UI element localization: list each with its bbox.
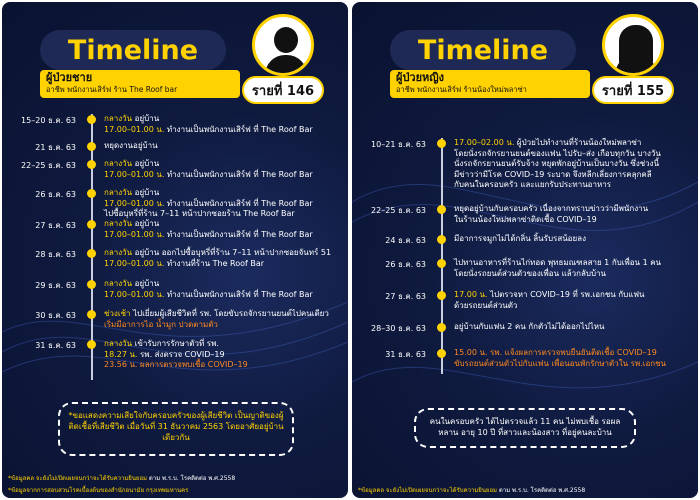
event-line: กลางวัน อยู่บ้าน bbox=[104, 159, 160, 168]
event-line: ในร้านน้องใหม่พลาซ่าติดเชื้อ COVID–19 bbox=[454, 214, 597, 224]
event-description bbox=[104, 188, 340, 220]
event-line: กลางวัน อยู่บ้าน bbox=[104, 219, 160, 228]
privacy-footnote bbox=[358, 486, 585, 495]
event-date: 22–25 ธ.ค. 63 bbox=[371, 206, 426, 215]
event-line: กลางวัน เข้ารับการรักษาตัวที่ รพ. bbox=[104, 339, 219, 348]
event-description bbox=[104, 159, 340, 180]
event-line: 17.00–01.00 น. ทำงานเป็นพนักงานเสิร์ฟ ที่ The Roof Bar bbox=[104, 198, 313, 208]
timeline-dot bbox=[87, 115, 96, 124]
timeline-dot bbox=[87, 160, 96, 169]
event-line: มีข่าวว่ามีโรค COVID–19 ระบาด จึงหลีกเลี่ยงการคลุกคลี bbox=[454, 169, 652, 179]
timeline-dot bbox=[87, 310, 96, 319]
timeline-dot bbox=[87, 189, 96, 198]
patient-info-box bbox=[40, 70, 240, 98]
privacy-footnote-law: ตาม พ.ร.บ. โรคติดต่อ พ.ศ.2558 bbox=[498, 487, 586, 494]
source-footnote: *ข้อมูลจากการสอบสวนโรคเบื้องต้นของสำนักอนามัย กรุงเทพมหานคร bbox=[8, 487, 189, 494]
event-line: ช่วงเช้า ไปเยี่ยมผู้เสียชีวิตที่ รพ. โดยขับรถจักรยานยนต์ไปคนเดียว bbox=[104, 309, 329, 318]
event-line: โดยนั่งรถจักรยานยนต์ของแฟน ไปรับ–ส่ง เกือบทุกวัน บางวัน bbox=[454, 148, 661, 158]
patient-info-box bbox=[390, 70, 590, 98]
privacy-footnote-text: *ข้อมูลคล จะยังไม่เปิดเผยจนกว่าจะได้รับความยินยอม bbox=[8, 475, 147, 482]
timeline-dot bbox=[437, 291, 446, 300]
timeline-dot bbox=[87, 142, 96, 151]
event-date: 29 ธ.ค. 63 bbox=[35, 281, 76, 290]
case-number-badge: รายที่ 146 bbox=[242, 76, 324, 104]
timeline-dot bbox=[87, 249, 96, 258]
event-line: หยุดงานอยู่บ้าน bbox=[104, 141, 158, 150]
event-description bbox=[104, 248, 340, 269]
timeline-dot bbox=[437, 235, 446, 244]
event-line: 17.00–01.00 น. ทำงานเป็นพนักงานเสิร์ฟ ที่ The Roof Bar bbox=[104, 289, 313, 299]
event-line: กับคนในครอบครัว และแยกรับประทานอาหาร bbox=[454, 180, 612, 189]
event-description bbox=[454, 290, 690, 311]
event-line: ไปซื้อบุหรี่ที่ร้าน 7–11 หน้าปากซอยร้าน The Roof Bar bbox=[104, 209, 295, 218]
event-description bbox=[454, 204, 690, 225]
event-date: 21 ธ.ค. 63 bbox=[35, 143, 76, 152]
timeline-dot bbox=[437, 259, 446, 268]
event-description bbox=[104, 219, 340, 240]
event-line: ขับรถยนต์ส่วนตัวไปกับแฟน เพื่อนอนพักรักษาตัวใน รพ.เอกชน bbox=[454, 358, 667, 368]
female-silhouette-icon bbox=[602, 14, 664, 76]
event-description bbox=[454, 234, 690, 245]
timeline-title: Timeline bbox=[417, 34, 549, 66]
event-line: 17.00 น. ไปตรวจหา COVID–19 ที่ รพ.เอกชน กับแฟน bbox=[454, 290, 645, 299]
event-line: นั่งรถจักรยานยนต์รับจ้าง หยุดพักอยู่บ้านเป็นบางวัน ซึ่งช่วงนี้ bbox=[454, 159, 660, 168]
event-date: 26 ธ.ค. 63 bbox=[35, 190, 76, 199]
event-line: 17.00–01.00 น. ทำงานที่ร้าน The Roof Bar bbox=[104, 258, 265, 268]
event-date: 27 ธ.ค. 63 bbox=[35, 221, 76, 230]
event-date: 30 ธ.ค. 63 bbox=[35, 311, 76, 320]
timeline-dot bbox=[437, 139, 446, 148]
event-line: กลางวัน อยู่บ้าน bbox=[104, 114, 160, 123]
timeline-title-pill bbox=[390, 30, 576, 70]
event-date: 26 ธ.ค. 63 bbox=[385, 260, 426, 269]
event-line: 17.00–01.00 น. ทำงานเป็นพนักงานเสิร์ฟ ที่ The Roof Bar bbox=[104, 169, 313, 179]
event-date: 28–30 ธ.ค. 63 bbox=[371, 324, 426, 333]
timeline-dot bbox=[87, 340, 96, 349]
event-line: 17.00–02.00 น. ผู้ป่วยไปทำงานที่ร้านน้องใหม่พลาซ่า bbox=[454, 138, 642, 147]
event-line: หยุดอยู่บ้านกับครอบครัว เนื่องจากทราบข่าวว่ามีพนักงาน bbox=[454, 204, 649, 213]
male-silhouette-icon bbox=[252, 14, 314, 76]
event-description bbox=[104, 309, 340, 330]
timeline-panel-case-155 bbox=[352, 2, 698, 498]
event-line: อยู่บ้านกับแฟน 2 คน กักตัวไม่ได้ออกไปไหน bbox=[454, 322, 605, 331]
event-line: 15.00 น. รพ. แจ้งผลการตรวจพบยืนยันติดเชื้อ COVID–19 bbox=[454, 348, 657, 357]
event-line: มีอาการจมูกไม่ได้กลิ่น ลิ้นรับรสน้อยลง bbox=[454, 234, 586, 243]
event-description bbox=[104, 339, 340, 371]
privacy-footnote-text: *ข้อมูลคล จะยังไม่เปิดเผยจนกว่าจะได้รับความยินยอม bbox=[358, 487, 497, 494]
timeline-panel-case-146 bbox=[2, 2, 348, 498]
event-line: 17.00–01.00 น. ทำงานเป็นพนักงานเสิร์ฟ ที่ The Roof Bar bbox=[104, 229, 313, 239]
event-line: กลางวัน อยู่บ้าน ออกไปซื้อบุหรี่ที่ร้าน 7–11 หน้าปากซอยจันทร์ 51 bbox=[104, 248, 332, 257]
event-date: 28 ธ.ค. 63 bbox=[35, 250, 76, 259]
event-description bbox=[454, 138, 690, 191]
event-description bbox=[454, 348, 690, 369]
event-line: ไปทานอาหารที่ร้านไก่ทอด พุทธมณฑลสาย 1 กับเพื่อน 1 คน bbox=[454, 258, 662, 267]
event-line: กลางวัน อยู่บ้าน bbox=[104, 188, 160, 197]
privacy-footnote bbox=[8, 474, 235, 483]
event-line: 23.56 น. ผลการตรวจพบเชื้อ COVID–19 bbox=[104, 360, 248, 369]
patient-label: ผู้ป่วยชาย bbox=[46, 71, 93, 84]
timeline-dot bbox=[87, 280, 96, 289]
patient-occupation: อาชีพ พนักงานเสิร์ฟ ร้านน้องใหม่พลาซ่า bbox=[396, 85, 527, 94]
event-line: เริ่มมีอาการไอ น้ำมูก ปวดตามตัว bbox=[104, 319, 218, 329]
event-date: 15–20 ธ.ค. 63 bbox=[21, 116, 76, 125]
event-line: ด้วยรถยนต์ส่วนตัว bbox=[454, 300, 518, 310]
family-test-note: คนในครอบครัว ได้ไปตรวจแล้ว 11 คน ไม่พบเชื้อ รอผลหลาน อายุ 10 ปี ที่สาวและน้องสาว ที่อยู่คนละบ้าน bbox=[414, 408, 636, 448]
case-number-badge: รายที่ 155 bbox=[592, 76, 674, 104]
timeline-title-pill bbox=[40, 30, 226, 70]
timeline-dot bbox=[437, 349, 446, 358]
patient-label: ผู้ป่วยหญิง bbox=[396, 71, 445, 84]
event-line: โดยนั่งรถยนต์ส่วนตัวของเพื่อน แล้วกลับบ้าน bbox=[454, 268, 606, 278]
event-date: 10–21 ธ.ค. 63 bbox=[371, 140, 426, 149]
event-description bbox=[454, 322, 690, 333]
event-description bbox=[454, 258, 690, 279]
timeline-dot bbox=[437, 323, 446, 332]
event-date: 31 ธ.ค. 63 bbox=[35, 341, 76, 350]
event-date: 31 ธ.ค. 63 bbox=[385, 350, 426, 359]
event-description bbox=[104, 114, 340, 135]
event-date: 22–25 ธ.ค. 63 bbox=[21, 161, 76, 170]
timeline-dot bbox=[437, 205, 446, 214]
timeline-dot bbox=[87, 220, 96, 229]
event-date: 24 ธ.ค. 63 bbox=[385, 236, 426, 245]
timeline-title: Timeline bbox=[67, 34, 199, 66]
condolence-note: *ขอแสดงความเสียใจกับครอบครัวของผู้เสียชีวิต เป็นญาติของผู้ติดเชื้อที่เสียชีวิต เมื่อวันที่ 31 ธันวาคม 2563 โดยอาศัยอยู่บ้านเดียวกัน bbox=[58, 402, 294, 456]
event-line: 18.27 น. รพ. ส่งตรวจ COVID–19 bbox=[104, 349, 225, 359]
event-line: 17.00–01.00 น. ทำงานเป็นพนักงานเสิร์ฟ ที่ The Roof Bar bbox=[104, 124, 313, 134]
privacy-footnote-law: ตาม พ.ร.บ. โรคติดต่อ พ.ศ.2558 bbox=[148, 475, 236, 482]
event-description bbox=[104, 279, 340, 300]
timeline-vertical-line bbox=[441, 138, 443, 374]
patient-occupation: อาชีพ พนักงานเสิร์ฟ ร้าน The Roof bar bbox=[46, 85, 178, 94]
event-description bbox=[104, 141, 340, 152]
event-line: กลางวัน อยู่บ้าน bbox=[104, 279, 160, 288]
event-date: 27 ธ.ค. 63 bbox=[385, 292, 426, 301]
